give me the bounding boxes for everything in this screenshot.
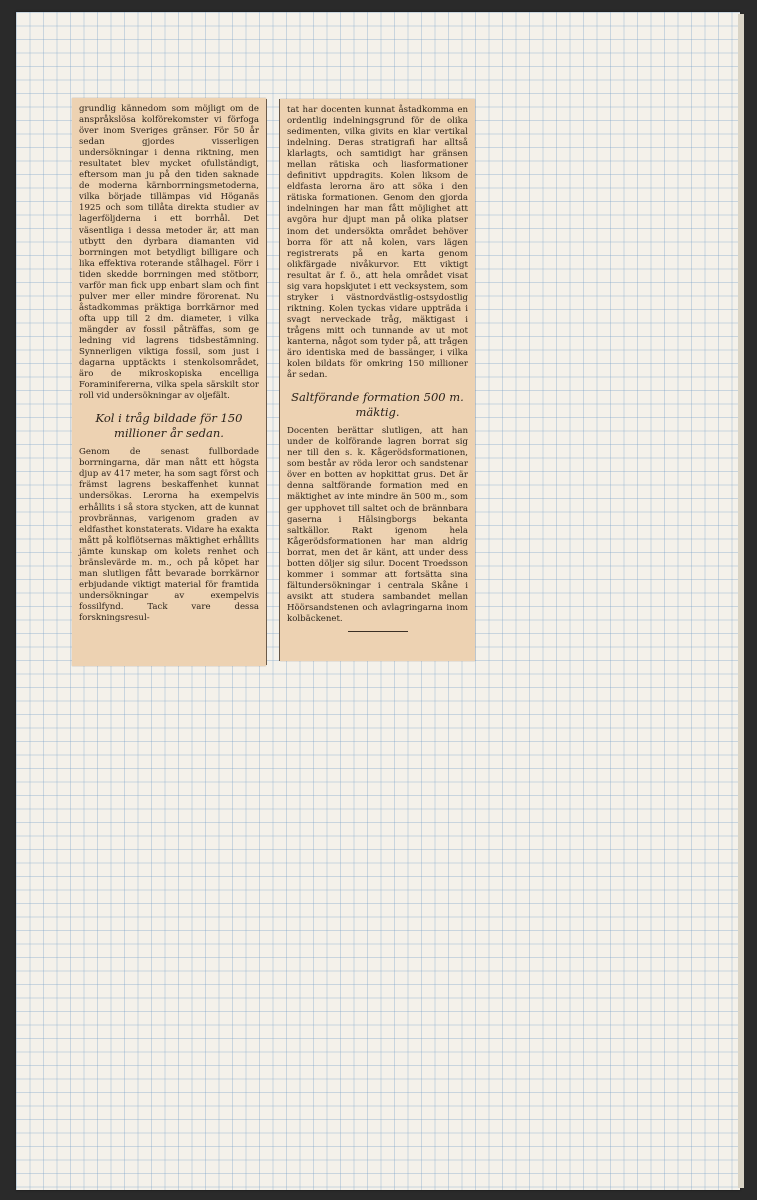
article-paragraph: grundlig kännedom som möjligt om de anspråkslösa kolförekomster vi förfoga över inom Sveriges gränser. För 50 år sedan gjordes visserligen undersökningar i denna riktning, men resultatet blev mycket ofullständigt, eftersom man ju på den tiden saknade de moderna kärnborrningsmetoderna, vilka började tillämpas vid Höganäs 1925 och som tillåta direkta studier av lagerföljderna i ett borrhål. Det väsentliga i dessa metoder är, att man utbytt den dyrbara diamanten vid borrningen mot betydligt billigare och lika effektiva roterande stålhagel. Förr i tiden skedde borrningen med stötborr, varför man fick upp enbart slam och fint pulver mer eller mindre förorenat. Nu åstadkommas präktiga borrkärnor med ofta upp till 2 dm. diameter, i vilka mängder av fossil påträffas, som ge ledning vid lagrens tidsbestämning. Synnerligen viktiga fossil, som just i dagarna upptäckts i stenkolsområdet, äro de mikroskopiska encelliga Foraminifererna, vilka spela särskilt stor roll vid undersökningar av oljefält. [79, 104, 259, 402]
sheet-edge [738, 14, 744, 1188]
article-paragraph: Genom de senast fullbordade borrningarna, där man nått ett högsta djup av 417 meter, ha som sagt först och främst lagrens beskaffenhet kunnat undersökas. Lerorna ha exempelvis erhållits i så stora stycken, att de kunnat provbrännas, varigenom graden av eldfasthet konstaterats. Vidare ha exakta mått på kolflötsernas mäktighet erhållits jämte kunskap om kolets renhet och bränslevärde m. m., och på köpet har man slutligen fått bevarade borrkärnor erbjudande viktigt material för framtida undersökningar av exempelvis fossilfynd. Tack vare dessa forskningsresul- [79, 447, 259, 623]
newspaper-clipping-right [280, 99, 475, 661]
end-rule [348, 631, 408, 632]
article-subheading: Kol i tråg bildade för 150 millioner år sedan. [95, 411, 243, 441]
newspaper-clipping-left [72, 98, 266, 666]
article-subheading: Saltförande formation 500 m. mäktig. [291, 390, 464, 420]
article-paragraph: tat har docenten kunnat åstadkomma en ordentlig indelningsgrund för de olika sedimenten, vilka givits en klar vertikal indelning. Deras stratigrafi har alltså klarlagts, och samtidigt har gränsen mellan rätiska och liasformationer definitivt uppdragits. Kolen liksom de eldfasta lerorna äro att söka i den rätiska formationen. Genom den gjorda indelningen har man fått möjlighet att avgöra hur djupt man på olika platser inom det undersökta området behöver borra för att nå kolen, vars lägen registrerats på en karta genom olikfärgade nivåkurvor. Ett viktigt resultat är f. ö., att hela området visat sig vara hopskjutet i ett vecksystem, som stryker i västnordvästlig-ostsydostlig riktning. Kolen tyckas vidare uppträda i svagt nerveckade tråg, mäktigast i trågens mitt och tunnande av ut mot kanterna, något som tyder på, att trågen äro identiska med de bassänger, i vilka kolen bildats för omkring 150 millioner år sedan. [287, 105, 468, 381]
column-divider [266, 99, 267, 665]
article-paragraph: Docenten berättar slutligen, att han under de kolförande lagren borrat sig ner till den s. k. Kågerödsformationen, som består av röda leror och sandstenar över en botten av hopkittat grus. Det är denna saltförande formation med en mäktighet av inte mindre än 500 m., som ger upphovet till saltet och de brännbara gaserna i Hälsingborgs bekanta saltkällor. Rakt igenom hela Kågerödsformationen har man aldrig borrat, men det är känt, att under dess botten döljer sig silur. Docent Troedsson kommer i sommar att fortsätta sina fältundersökningar i centrala Skåne i avsikt att studera sambandet mellan Höörsandstenen och avlagringarna inom kolbäckenet. [287, 426, 468, 624]
